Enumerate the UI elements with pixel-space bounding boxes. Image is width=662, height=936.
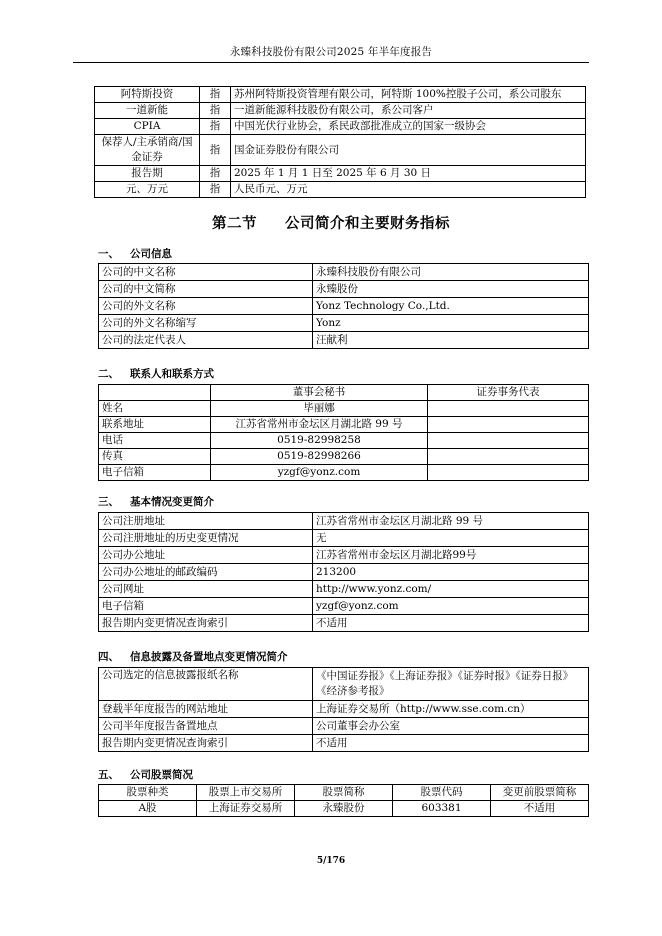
label-cell: 报告期内变更情况查询索引 xyxy=(99,735,313,752)
label-cell: 公司的中文简称 xyxy=(99,281,313,298)
value-cell: A股 xyxy=(99,801,197,817)
section-title xyxy=(0,212,662,233)
label-cell: 公司半年度报告备置地点 xyxy=(99,718,313,735)
table-row xyxy=(99,401,589,417)
term-cell: 元、万元 xyxy=(95,182,200,198)
ref-cell: 指 xyxy=(200,182,231,198)
label-cell: 公司的中文名称 xyxy=(99,264,313,281)
table-row xyxy=(95,87,586,103)
term-cell: 阿特斯投资 xyxy=(95,87,200,103)
header-divider xyxy=(73,62,589,63)
label-cell: 公司的外文名称缩写 xyxy=(99,315,313,332)
value-cell: http://www.yonz.com/ xyxy=(313,581,589,598)
value-cell xyxy=(428,465,589,481)
term-cell: 报告期 xyxy=(95,166,200,182)
label-cell: 公司注册地址的历史变更情况 xyxy=(99,530,313,547)
value-cell: 不适用 xyxy=(313,615,589,632)
table-row xyxy=(99,581,589,598)
table-header-row xyxy=(99,385,589,401)
value-cell: 永臻股份 xyxy=(295,801,393,817)
value-cell: yzgf@yonz.com xyxy=(211,465,428,481)
value-cell: 无 xyxy=(313,530,589,547)
column-header: 变更前股票简称 xyxy=(491,785,589,801)
value-cell: yzgf@yonz.com xyxy=(313,598,589,615)
table-row xyxy=(99,298,589,315)
value-cell: 江苏省常州市金坛区月湖北路 99 号 xyxy=(211,417,428,433)
value-cell: 《中国证券报》《上海证券报》《证券时报》《证券日报》《经济参考报》 xyxy=(313,668,589,701)
column-header: 股票种类 xyxy=(99,785,197,801)
table-row xyxy=(99,465,589,481)
section-number: 第二节 xyxy=(212,216,257,232)
page-number: 5/176 xyxy=(316,856,346,866)
label-cell: 姓名 xyxy=(99,401,211,417)
value-cell: Yonz xyxy=(313,315,589,332)
label-cell: 电子信箱 xyxy=(99,598,313,615)
table-row xyxy=(95,166,586,182)
label-cell: 联系地址 xyxy=(99,417,211,433)
column-header: 证券事务代表 xyxy=(428,385,589,401)
meaning-cell: 苏州阿特斯投资管理有限公司，阿特斯 100%控股子公司，系公司股东 xyxy=(231,87,586,103)
table-row xyxy=(99,615,589,632)
section-heading: 公司简介和主要财务指标 xyxy=(285,216,450,232)
basic-changes-table xyxy=(98,512,589,632)
column-header: 董事会秘书 xyxy=(211,385,428,401)
table-row xyxy=(95,182,586,198)
value-cell: Yonz Technology Co.,Ltd. xyxy=(313,298,589,315)
label-cell: 公司选定的信息披露报纸名称 xyxy=(99,668,313,701)
subsection-heading: 一、 公司信息 xyxy=(98,248,172,260)
label-cell: 公司办公地址的邮政编码 xyxy=(99,564,313,581)
table-row xyxy=(99,417,589,433)
label-cell: 电话 xyxy=(99,433,211,449)
meaning-cell: 2025 年 1 月 1 日至 2025 年 6 月 30 日 xyxy=(231,166,586,182)
table-row xyxy=(99,598,589,615)
table-header-row xyxy=(99,785,589,801)
table-row xyxy=(95,119,586,135)
label-cell: 传真 xyxy=(99,449,211,465)
label-cell: 公司办公地址 xyxy=(99,547,313,564)
value-cell: 永臻股份 xyxy=(313,281,589,298)
column-header: 股票上市交易所 xyxy=(197,785,295,801)
term-cell: 保荐人/主承销商/国金证券 xyxy=(95,135,200,166)
table-row xyxy=(99,718,589,735)
label-cell: 公司注册地址 xyxy=(99,513,313,530)
table-row xyxy=(99,433,589,449)
label-cell: 公司的法定代表人 xyxy=(99,332,313,349)
table-row xyxy=(99,264,589,281)
meaning-cell: 一道新能源科技股份有限公司，系公司客户 xyxy=(231,103,586,119)
subsection-heading: 三、 基本情况变更简介 xyxy=(98,496,214,508)
stock-table xyxy=(98,784,589,817)
table-row xyxy=(99,513,589,530)
table-row xyxy=(99,332,589,349)
table-row xyxy=(99,449,589,465)
label-cell: 公司的外文名称 xyxy=(99,298,313,315)
label-cell: 报告期内变更情况查询索引 xyxy=(99,615,313,632)
ref-cell: 指 xyxy=(200,119,231,135)
label-cell: 公司网址 xyxy=(99,581,313,598)
disclosure-table xyxy=(98,667,589,752)
table-row xyxy=(99,735,589,752)
value-cell: 213200 xyxy=(313,564,589,581)
value-cell xyxy=(428,401,589,417)
value-cell xyxy=(428,417,589,433)
table-row xyxy=(99,801,589,817)
value-cell: 上海证券交易所 xyxy=(197,801,295,817)
column-header: 股票代码 xyxy=(393,785,491,801)
subsection-heading: 四、 信息披露及备置地点变更情况简介 xyxy=(98,651,288,663)
meaning-cell: 国金证券股份有限公司 xyxy=(231,135,586,166)
column-header: 股票简称 xyxy=(295,785,393,801)
ref-cell: 指 xyxy=(200,166,231,182)
value-cell: 不适用 xyxy=(313,735,589,752)
value-cell: 0519-82998258 xyxy=(211,433,428,449)
table-row xyxy=(99,281,589,298)
table-row xyxy=(99,668,589,701)
company-info-table xyxy=(98,263,589,349)
table-row xyxy=(99,701,589,718)
value-cell xyxy=(428,449,589,465)
page-header: 永臻科技股份有限公司2025 年半年度报告 xyxy=(229,46,433,58)
value-cell: 不适用 xyxy=(491,801,589,817)
value-cell: 0519-82998266 xyxy=(211,449,428,465)
table-row xyxy=(99,547,589,564)
term-cell: CPIA xyxy=(95,119,200,135)
value-cell: 江苏省常州市金坛区月湖北路99号 xyxy=(313,547,589,564)
subsection-heading: 五、 公司股票简况 xyxy=(98,769,193,781)
table-row xyxy=(95,135,586,166)
value-cell: 603381 xyxy=(393,801,491,817)
table-row xyxy=(99,564,589,581)
value-cell: 江苏省常州市金坛区月湖北路 99 号 xyxy=(313,513,589,530)
ref-cell: 指 xyxy=(200,87,231,103)
table-row xyxy=(99,530,589,547)
meaning-cell: 中国光伏行业协会，系民政部批准成立的国家一级协会 xyxy=(231,119,586,135)
subsection-heading: 二、 联系人和联系方式 xyxy=(98,368,214,380)
meaning-cell: 人民币元、万元 xyxy=(231,182,586,198)
definitions-table xyxy=(94,86,586,198)
value-cell: 汪献利 xyxy=(313,332,589,349)
table-row xyxy=(95,103,586,119)
value-cell xyxy=(428,433,589,449)
ref-cell: 指 xyxy=(200,135,231,166)
contact-table xyxy=(98,384,589,481)
value-cell: 永臻科技股份有限公司 xyxy=(313,264,589,281)
label-cell: 登载半年度报告的网站地址 xyxy=(99,701,313,718)
label-cell: 电子信箱 xyxy=(99,465,211,481)
ref-cell: 指 xyxy=(200,103,231,119)
term-cell: 一道新能 xyxy=(95,103,200,119)
table-row xyxy=(99,315,589,332)
value-cell: 毕丽娜 xyxy=(211,401,428,417)
value-cell: 公司董事会办公室 xyxy=(313,718,589,735)
value-cell: 上海证券交易所（http://www.sse.com.cn） xyxy=(313,701,589,718)
